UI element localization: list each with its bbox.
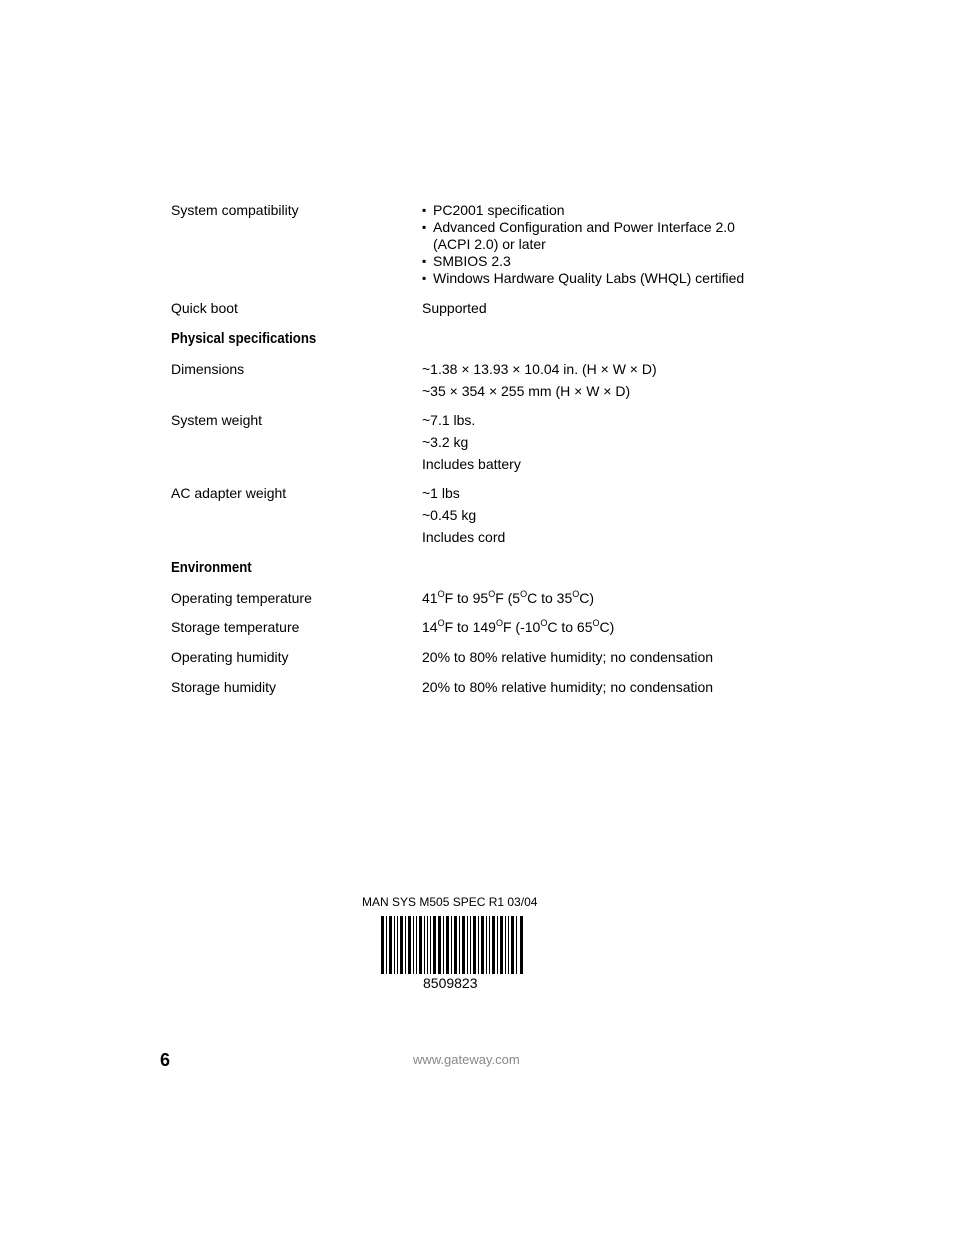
op-temp-p5: C) [579, 590, 595, 606]
op-temp-label: Operating temperature [171, 590, 312, 606]
op-humidity-label: Operating humidity [171, 649, 289, 665]
degree-symbol: O [495, 618, 503, 628]
compat-item-3-text: SMBIOS 2.3 [433, 253, 511, 269]
compat-item-2-text: Advanced Configuration and Power Interface 2.0 [433, 219, 735, 235]
st-temp-p1: 14 [422, 619, 438, 635]
st-temp-p5: C) [599, 619, 615, 635]
dimensions-inches: ~1.38 × 13.93 × 10.04 in. (H × W × D) [422, 361, 657, 377]
adapter-weight-kg: ~0.45 kg [422, 507, 477, 523]
adapter-weight-note: Includes cord [422, 529, 506, 545]
compat-item-2-cont: (ACPI 2.0) or later [433, 236, 546, 252]
st-temp-label: Storage temperature [171, 619, 300, 635]
op-temp-p1: 41 [422, 590, 438, 606]
system-weight-lbs: ~7.1 lbs. [422, 412, 476, 428]
compat-item-1-text: PC2001 specification [433, 202, 565, 218]
barcode-number: 8509823 [423, 975, 478, 991]
degree-symbol: O [488, 589, 496, 599]
op-temp-p3: F (5 [495, 590, 521, 606]
degree-symbol: O [520, 589, 528, 599]
st-temp-value [422, 619, 614, 636]
system-weight-label: System weight [171, 412, 263, 428]
op-temp-p2: F to 95 [444, 590, 489, 606]
degree-symbol: O [437, 618, 445, 628]
document-code: MAN SYS M505 SPEC R1 03/04 [362, 895, 538, 909]
system-weight-kg: ~3.2 kg [422, 434, 469, 450]
environment-heading: Environment [171, 559, 252, 576]
system-compat-label: System compatibility [171, 202, 299, 218]
degree-symbol: O [540, 618, 548, 628]
degree-symbol: O [592, 618, 600, 628]
st-temp-p2: F to 149 [444, 619, 496, 635]
st-humidity-label: Storage humidity [171, 679, 277, 695]
physical-specs-heading: Physical specifications [171, 330, 317, 347]
degree-symbol: O [437, 589, 445, 599]
quick-boot-label: Quick boot [171, 300, 238, 316]
adapter-weight-lbs: ~1 lbs [422, 485, 460, 501]
op-humidity-value: 20% to 80% relative humidity; no condensation [422, 649, 714, 665]
op-temp-value [422, 590, 594, 607]
compat-item-4-text: Windows Hardware Quality Labs (WHQL) certified [433, 270, 745, 286]
op-temp-p4: C to 35 [527, 590, 573, 606]
quick-boot-value: Supported [422, 300, 487, 316]
footer-url: www.gateway.com [413, 1052, 520, 1067]
adapter-weight-label: AC adapter weight [171, 485, 287, 501]
degree-symbol: O [572, 589, 580, 599]
barcode-icon [381, 916, 523, 974]
st-temp-p3: F (-10 [502, 619, 541, 635]
st-temp-p4: C to 65 [547, 619, 593, 635]
page-number: 6 [160, 1050, 171, 1070]
dimensions-label: Dimensions [171, 361, 245, 377]
dimensions-mm: ~35 × 354 × 255 mm (H × W × D) [422, 383, 631, 399]
system-weight-note: Includes battery [422, 456, 521, 472]
st-humidity-value: 20% to 80% relative humidity; no condensation [422, 679, 714, 695]
